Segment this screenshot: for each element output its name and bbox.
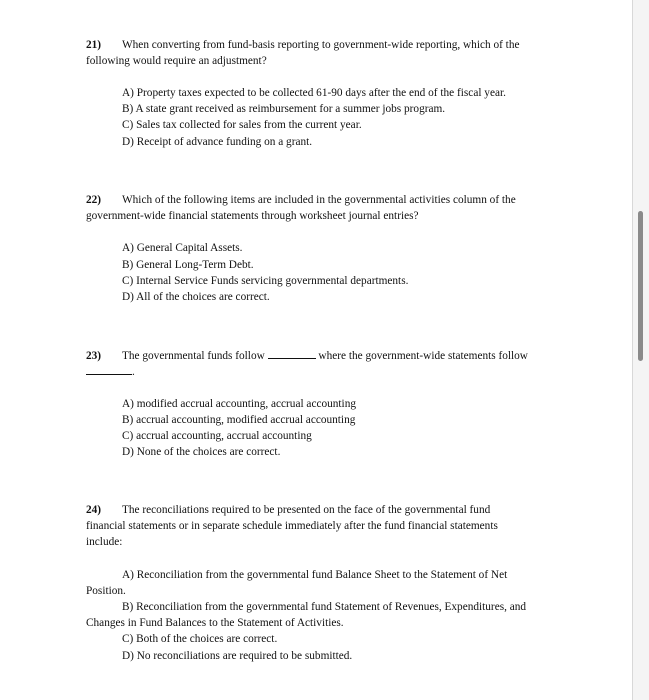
question-22-option-c: C) Internal Service Funds servicing governmental departments. <box>122 275 409 287</box>
question-23-option-c: C) accrual accounting, accrual accounting <box>122 430 312 442</box>
question-21-option-b: B) A state grant received as reimbursement for a summer jobs program. <box>122 103 446 115</box>
question-21-option-c: C) Sales tax collected for sales from the current year. <box>122 119 362 131</box>
question-23-stem-cont: . <box>86 364 135 379</box>
scrollbar-thumb[interactable] <box>638 211 643 361</box>
question-21-stem: 21) When converting from fund-basis reporting to government-wide reporting, which of the <box>86 39 520 51</box>
question-number: 21) <box>86 39 102 51</box>
question-number: 24) <box>86 504 102 516</box>
question-24-stem-cont: financial statements or in separate schedule immediately after the fund financial statements <box>86 520 498 532</box>
question-number: 23) <box>86 350 102 362</box>
question-24-stem-cont2: include: <box>86 536 123 548</box>
question-24-option-c: C) Both of the choices are correct. <box>122 633 278 645</box>
question-22-option-a: A) General Capital Assets. <box>122 242 243 254</box>
question-24-option-b-cont: Changes in Fund Balances to the Statement of Activities. <box>86 617 344 629</box>
question-21-option-d: D) Receipt of advance funding on a grant. <box>122 136 313 148</box>
question-23-option-a: A) modified accrual accounting, accrual accounting <box>122 398 356 410</box>
question-22-option-d: D) All of the choices are correct. <box>122 291 270 303</box>
question-21-option-a: A) Property taxes expected to be collected 61-90 days after the end of the fiscal year. <box>122 87 506 99</box>
question-24-option-a: A) Reconciliation from the governmental fund Balance Sheet to the Statement of Net <box>122 569 508 581</box>
question-23-option-d: D) None of the choices are correct. <box>122 446 281 458</box>
answer-blank-1 <box>268 348 316 359</box>
question-24-option-d: D) No reconciliations are required to be submitted. <box>122 650 353 662</box>
question-23-stem: 23) The governmental funds follow where the government-wide statements follow <box>86 350 528 362</box>
question-22-option-b: B) General Long-Term Debt. <box>122 259 254 271</box>
question-22-stem-cont: government-wide financial statements through worksheet journal entries? <box>86 210 419 222</box>
question-21-stem-cont: following would require an adjustment? <box>86 55 267 67</box>
answer-blank-2 <box>86 364 132 375</box>
question-number: 22) <box>86 194 102 206</box>
question-24-stem: 24) The reconciliations required to be presented on the face of the governmental fund <box>86 504 491 516</box>
question-24-option-a-cont: Position. <box>86 585 126 597</box>
question-24-option-b: B) Reconciliation from the governmental fund Statement of Revenues, Expenditures, and <box>122 601 527 613</box>
question-22-stem: 22) Which of the following items are included in the governmental activities column of the <box>86 194 516 206</box>
question-23-option-b: B) accrual accounting, modified accrual accounting <box>122 414 356 426</box>
